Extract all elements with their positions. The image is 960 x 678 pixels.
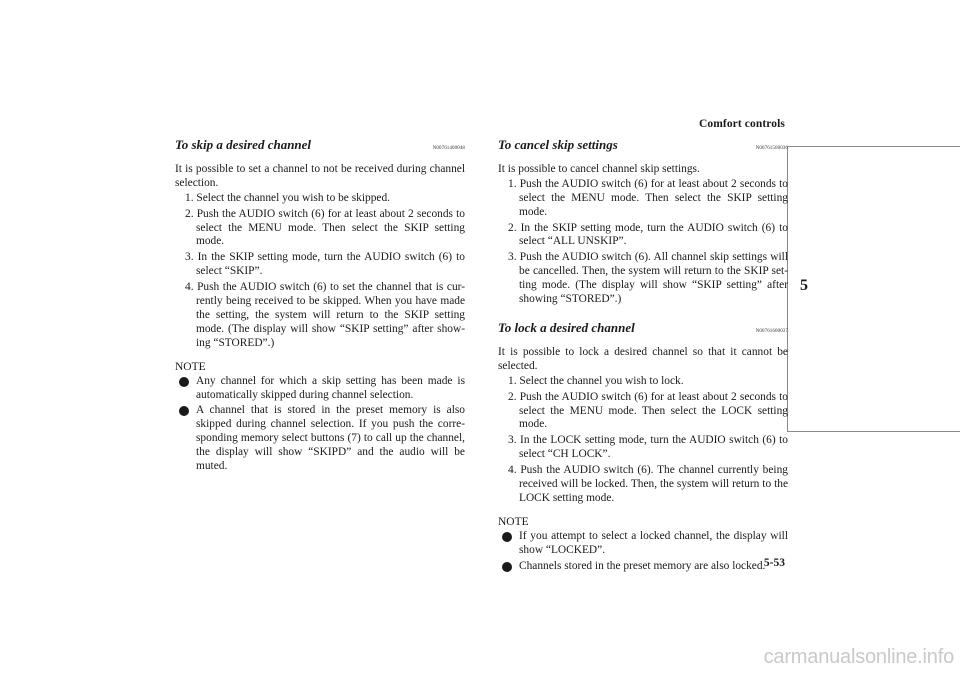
lock-step: 4. Push the AUDIO switch (6). The channel currently being received will be locked. Then, the system will return to the LOCK setting mode.: [508, 464, 788, 504]
cancel-step: 2. In the SKIP setting mode, turn the AUDIO switch (6) to select “ALL UNSKIP”.: [508, 221, 788, 248]
skip-step: 1. Select the channel you wish to be skipped.: [185, 191, 390, 204]
skip-note-text: A channel that is stored in the preset memory is also skipped during channel selection. If you push the corre-sponding memory select buttons (7) to call up the channel, the display will show “SKIPD” and the audio will be muted.: [196, 404, 465, 473]
skip-section-heading: [175, 138, 465, 156]
watermark: carmanualsonline.info: [763, 646, 954, 668]
chapter-number: 5: [800, 277, 808, 294]
cancel-step: 3. Push the AUDIO switch (6). All channel skip settings will be cancelled. Then, the system will return to the SKIP set-ting mode. (The display will show “SKIP setting” after showing “STORED”.): [508, 251, 788, 306]
lock-note-item: [498, 560, 788, 574]
lock-steps: [498, 375, 788, 506]
lock-intro: It is possible to lock a desired channel so that it cannot be selected.: [498, 345, 788, 372]
skip-section-code: N00761400048: [432, 146, 465, 151]
lock-section-code: N00761600037: [755, 328, 788, 334]
page-number: 5-53: [763, 557, 785, 569]
lock-note-text: Channels stored in the preset memory are also locked.: [519, 559, 766, 572]
right-column: [498, 138, 788, 575]
skip-note-label: NOTE: [175, 360, 206, 373]
lock-note-text: If you attempt to select a locked channel, the display will show “LOCKED”.: [519, 529, 788, 556]
cancel-steps: [498, 178, 788, 307]
skip-section-title: To skip a desired channel: [175, 137, 312, 152]
skip-steps: [175, 192, 465, 351]
lock-step: 3. In the LOCK setting mode, turn the AUDIO switch (6) to select “CH LOCK”.: [508, 434, 788, 461]
lock-note-item: [498, 530, 788, 558]
bullet-icon: [502, 532, 512, 542]
skip-step: 4. Push the AUDIO switch (6) to set the channel that is cur-rently being received to be skipped. When you have made the setting, the system will return to the SKIP setting mode. (The display will show “SKIP setting” after show-ing “STORED”.): [185, 281, 465, 349]
bullet-icon: [502, 562, 512, 572]
skip-note-item: [175, 404, 465, 474]
lock-step: 2. Push the AUDIO switch (6) for at least about 2 seconds to select the MENU mode. Then select the LOCK setting mode.: [508, 390, 788, 431]
skip-note-item: [175, 375, 465, 403]
cancel-section-heading: [498, 138, 788, 156]
lock-section-title: To lock a desired channel: [498, 319, 635, 335]
lock-note-label: NOTE: [498, 515, 529, 528]
cancel-section-title: To cancel skip settings: [498, 137, 618, 152]
lock-section-heading: [498, 321, 788, 339]
skip-step: 2. Push the AUDIO switch (6) for at least about 2 seconds to select the MENU mode. Then select the SKIP setting mode.: [185, 207, 465, 248]
skip-intro: It is possible to set a channel to not be received during channel selection.: [175, 162, 465, 189]
running-header: Comfort controls: [698, 118, 785, 130]
cancel-section-code: N00761500036: [755, 146, 788, 151]
skip-note-text: Any channel for which a skip setting has been made is automatically skipped during channel selection.: [196, 374, 465, 401]
cancel-step: 1. Push the AUDIO switch (6) for at least about 2 seconds to select the MENU mode. Then select the SKIP setting mode.: [508, 177, 788, 218]
bullet-icon: [179, 377, 189, 387]
lock-step: 1. Select the channel you wish to lock.: [508, 374, 684, 387]
chapter-tab: [787, 146, 960, 432]
left-column: [175, 138, 465, 476]
bullet-icon: [179, 406, 189, 416]
skip-step: 3. In the SKIP setting mode, turn the AUDIO switch (6) to select “SKIP”.: [185, 251, 465, 278]
cancel-intro: It is possible to cancel channel skip settings.: [498, 162, 700, 175]
